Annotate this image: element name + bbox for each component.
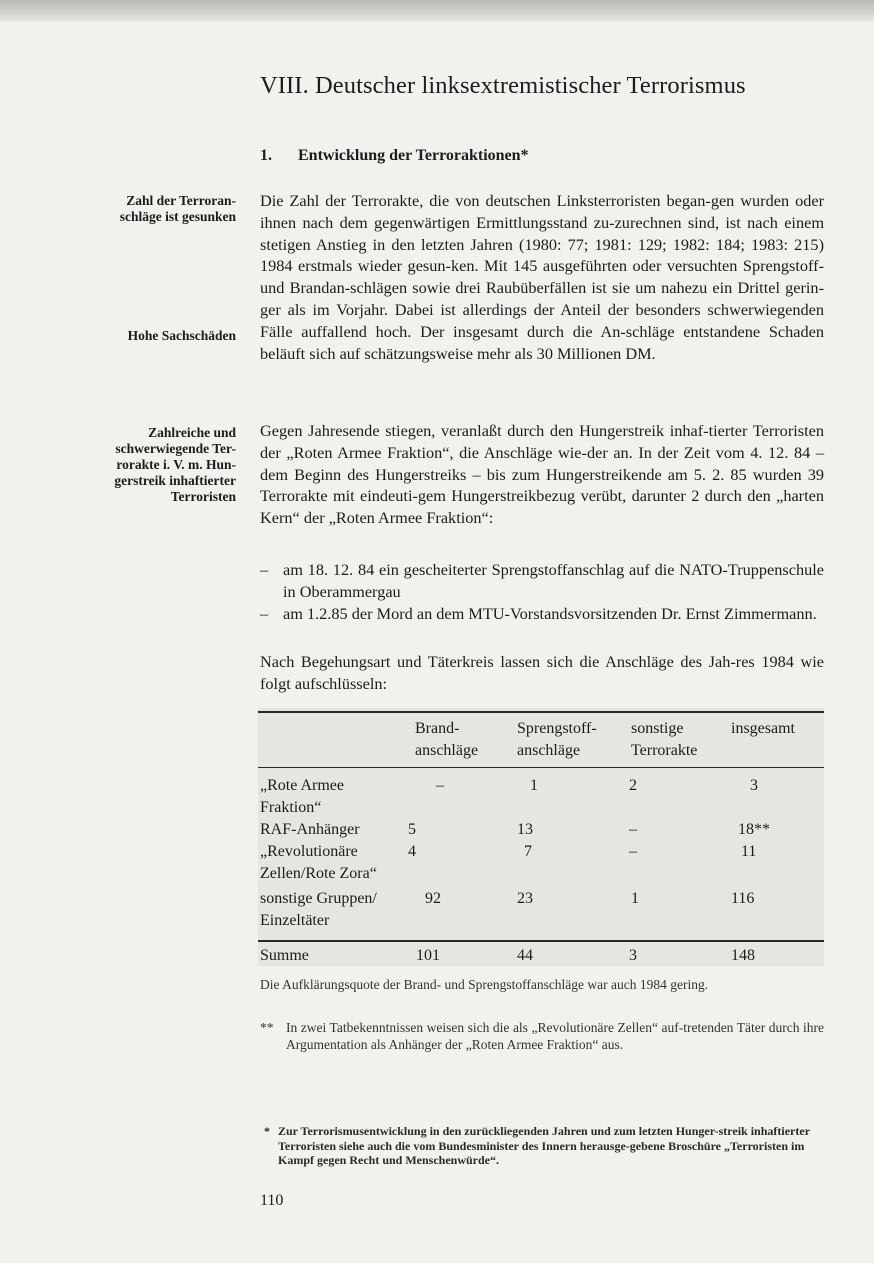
paragraph-attack-statistics: Die Zahl der Terrorakte, die von deutschen Linksterroristen began-gen wurden oder ihnen nach dem gegenwärtigen Ermittlungsstand zu-zurechnen sind, ist nach einem stetigen Anstieg in den letzten Jahren (1980: 77; 1981: 129; 1982: 184; 1983: 215) 1984 erstmals wieder gesun-ken. Mit 145 ausgeführten oder versuchten Sprengstoff- und Brandan-schlägen sowie drei Raubüberfällen ist sie um nahezu ein Drittel gerin-ger als im Vorjahr. Dabei ist allerdings der Anteil der besonders schwerwiegenden Fälle auffallend hoch. Der insgesamt durch die An-schläge entstandene Schaden beläuft sich auf schätzungsweise mehr als 30 Millionen DM. — [260, 191, 824, 363]
table-total-cell: 148 — [731, 947, 755, 964]
list-item-text: am 18. 12. 84 ein gescheiterter Sprengstoffanschlag auf die NATO-Truppenschule in Oberammergau — [283, 560, 824, 601]
page-number: 110 — [260, 1192, 284, 1209]
paragraph-hunger-strike: Gegen Jahresende stiegen, veranlaßt durch den Hungerstreik inhaf-tierter Terroristen der „Roten Armee Fraktion“, die Anschläge wie-der an. In der Zeit vom 4. 12. 84 – dem Beginn des Hungerstreiks – bis zum Hungerstreikende am 5. 2. 85 wurden 39 Terrorakte mit eindeuti-gem Hungerstreikbezug verübt, darunter 2 durch den „harten Kern“ der „Roten Armee Fraktion“: — [260, 421, 824, 528]
table-cell: 92 — [425, 890, 441, 907]
chapter-title: VIII. Deutscher linksextremistischer Terrorismus — [260, 72, 746, 99]
table-cell: 18** — [738, 821, 770, 838]
table-note: Die Aufklärungsquote der Brand- und Sprengstoffanschläge war auch 1984 gering. — [260, 977, 709, 992]
table-total-cell: 3 — [629, 947, 637, 964]
table-row-label: „Rote Armee Fraktion“ — [260, 777, 344, 816]
table-cell: 1 — [631, 890, 639, 907]
margin-note-attack-count: Zahl der Terroran- schläge ist gesunken — [119, 193, 236, 224]
table-cell: 4 — [408, 843, 416, 860]
table-cell: 3 — [750, 777, 758, 794]
table-cell: – — [629, 843, 637, 860]
table-cell: 11 — [741, 843, 757, 860]
table-row-label: „Revolutionäre Zellen/Rote Zora“ — [260, 843, 377, 882]
table-cell: 116 — [731, 890, 755, 907]
table-total-rule — [258, 940, 824, 942]
footnote-marker: * — [264, 1124, 270, 1138]
table-cell: 1 — [530, 777, 538, 794]
margin-note-hunger-strike: Zahlreiche und schwerwiegende Ter- rorakte i. V. m. Hun- gerstreik inhaftierter Terroristen — [114, 425, 236, 504]
table-header-cell: Brand- anschläge — [415, 720, 479, 759]
table-row-label: sonstige Gruppen/ Einzeltäter — [260, 890, 377, 929]
table-header-cell: insgesamt — [731, 720, 795, 737]
table-total-cell: 101 — [416, 947, 440, 964]
table-cell: 5 — [408, 821, 416, 838]
table-cell: – — [436, 777, 444, 794]
table-footnote-text: In zwei Tatbekenntnissen weisen sich die als „Revolutionäre Zellen“ auf-tretenden Täter durch ihre Argumentation als Anhänger der „Roten Armee Fraktion“ aus. — [286, 1020, 824, 1052]
table-header-cell: Sprengstoff- anschläge — [517, 720, 597, 759]
table-row-label: RAF-Anhänger — [260, 821, 360, 838]
section-heading — [260, 147, 529, 165]
scan-edge — [0, 0, 874, 22]
table-footnote-marker: ** — [260, 1020, 274, 1035]
table-cell: 7 — [524, 843, 532, 860]
table-total-label: Summe — [260, 947, 309, 964]
table-footnote — [260, 1019, 824, 1053]
paragraph-table-intro: Nach Begehungsart und Täterkreis lassen sich die Anschläge des Jah-res 1984 wie folgt aufschlüsseln: — [260, 652, 824, 693]
list-item: – am 18. 12. 84 ein gescheiterter Sprengstoffanschlag auf die NATO-Truppenschule in Oberammergau — [260, 560, 824, 601]
table-cell: 2 — [629, 777, 637, 794]
footnote-text: Zur Terrorismusentwicklung in den zurückliegenden Jahren und zum letzten Hunger-streik inhaftierter Terroristen siehe auch die vom Bundesminister des Innern herausge-gebene Broschüre „Terroristen im Kampf gegen Recht und Menschenwürde“. — [278, 1124, 810, 1167]
table-header-rule — [258, 767, 824, 768]
section-number: 1. — [260, 147, 272, 164]
section-title: Entwicklung der Terroraktionen* — [298, 147, 529, 164]
table-cell: 13 — [517, 821, 533, 838]
table-total-cell: 44 — [517, 947, 533, 964]
list-item-text: am 1.2.85 der Mord an dem MTU-Vorstandsvorsitzenden Dr. Ernst Zimmermann. — [283, 604, 817, 623]
table-cell: 23 — [517, 890, 533, 907]
table-header-cell: sonstige Terrorakte — [631, 720, 698, 759]
table-top-rule — [258, 711, 824, 713]
table-cell: – — [629, 821, 637, 838]
margin-note-property-damage: Hohe Sachschäden — [127, 328, 236, 343]
list-item: – am 1.2.85 der Mord an dem MTU-Vorstandsvorsitzenden Dr. Ernst Zimmermann. — [260, 603, 824, 625]
page-footnote — [260, 1124, 824, 1168]
